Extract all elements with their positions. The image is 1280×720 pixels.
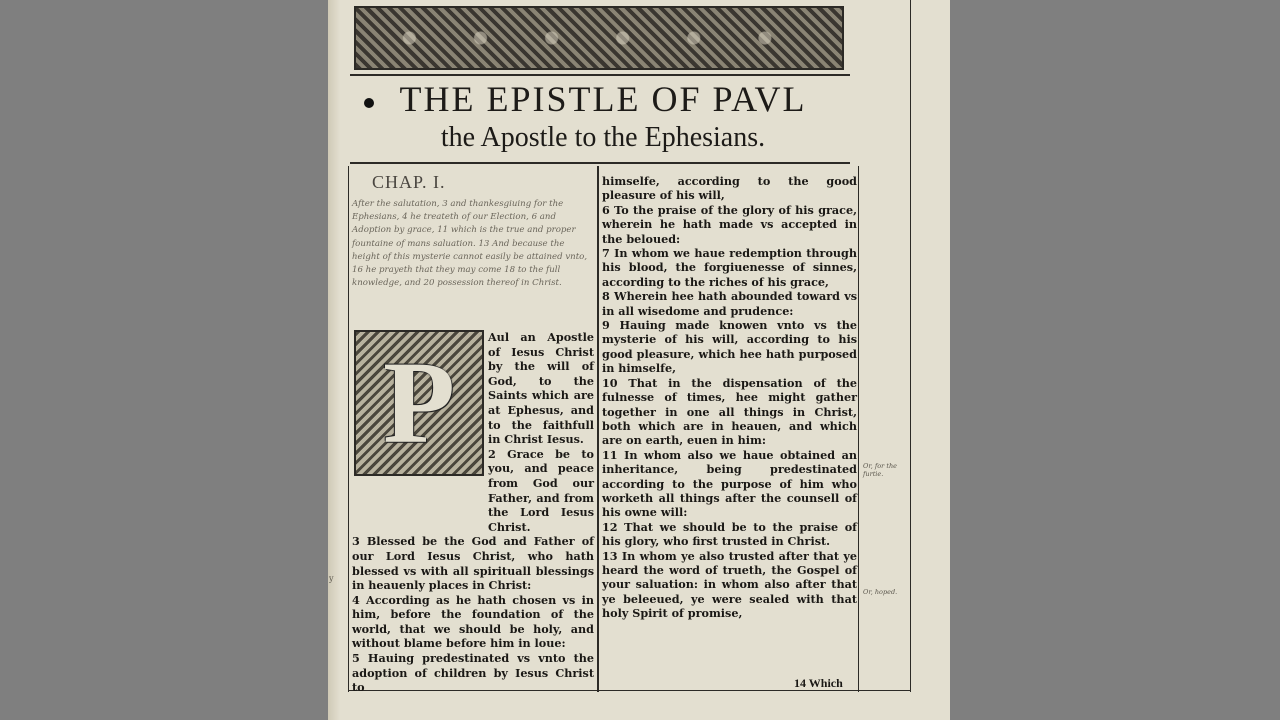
- header-rule: [350, 74, 850, 76]
- verse-5: 5 Hauing predestinated vs vnto the adoption of children by Iesus Christ to: [352, 651, 594, 695]
- verse-4: 4 According as he hath chosen vs in him, before the foundation of the world, that we should be holy, and without blame before him in loue:: [352, 592, 594, 651]
- left-text-column: [352, 330, 594, 695]
- right-frame-rule: [858, 166, 859, 692]
- verse-7: 7 In whom we haue redemption through his blood, the forgiuenesse of sinnes, according to the riches of his grace,: [602, 246, 857, 289]
- verse-10: 10 That in the dispensation of the fulnesse of times, hee might gather together in one all things in Christ, both which are in heauen, and which are on earth, euen in him:: [602, 375, 857, 448]
- column-divider-rule: [597, 166, 599, 692]
- page-title: THE EPISTLE OF PAVL: [399, 79, 807, 119]
- chapter-heading: CHAP. I.: [372, 172, 446, 192]
- bible-page: [328, 0, 950, 720]
- verse-12: 12 That we should be to the praise of his glory, who first trusted in Christ.: [602, 519, 857, 549]
- left-frame-rule: [348, 166, 349, 692]
- decorated-initial-letter: P: [382, 337, 456, 468]
- verse-3: 3 Blessed be the God and Father of our Lord Iesus Christ, who hath blessed vs with all spirituall blessings in heauenly places in Christ:: [352, 534, 594, 593]
- margin-note: Or, hoped.: [863, 588, 898, 596]
- right-text-column: [602, 174, 857, 621]
- margin-note: Or, for the furtie.: [863, 462, 897, 478]
- side-mark: y: [329, 574, 334, 583]
- verse-13: 13 In whom ye also trusted after that ye heard the word of trueth, the Gospel of your saluation: in whom also after that ye beleeued, ye were sealed with that holy Spirit of promise,: [602, 548, 857, 621]
- verse-6: 6 To the praise of the glory of his grace, wherein he hath made vs accepted in the beloued:: [602, 202, 857, 246]
- chapter-summary: After the salutation, 3 and thankesgiuing for the Ephesians, 4 he treateth of our Election, 6 and Adoption by grace, 11 which is the true and proper fountaine of mans saluation. 13 And because the height of this mysterie cannot easily be attained vnto, 16 he prayeth that they may come 18 to the full knowledge, and 20 possession thereof in Christ.: [352, 199, 588, 289]
- margin-frame-rule: [910, 0, 911, 692]
- ornamental-headband: [354, 6, 844, 70]
- verse-5-continued: himselfe, according to the good pleasure of his will,: [602, 174, 857, 203]
- page-subtitle: the Apostle to the Ephesians.: [440, 122, 766, 153]
- verse-11: 11 In whom also we haue obtained an inheritance, being predestinated according to the purpose of him who worketh all things after the counsell of his owne will:: [602, 447, 857, 520]
- verse-2: 2 Grace be to you, and peace from God our Father, and from the Lord Iesus Christ.: [488, 446, 594, 534]
- page-edge-shadow: [328, 0, 340, 720]
- catchword: 14 Which: [794, 676, 843, 690]
- verse-9: 9 Hauing made knowen vnto vs the mysterie of his will, according to his good pleasure, which hee hath purposed in himselfe,: [602, 318, 857, 376]
- verse-8: 8 Wherein hee hath abounded toward vs in all wisedome and prudence:: [602, 289, 857, 318]
- title-bottom-rule: [350, 162, 850, 164]
- verse-1: Aul an Apostle of Iesus Christ by the will of God, to the Saints which are at Ephesus, and to the faithfull in Christ Iesus.: [488, 330, 594, 447]
